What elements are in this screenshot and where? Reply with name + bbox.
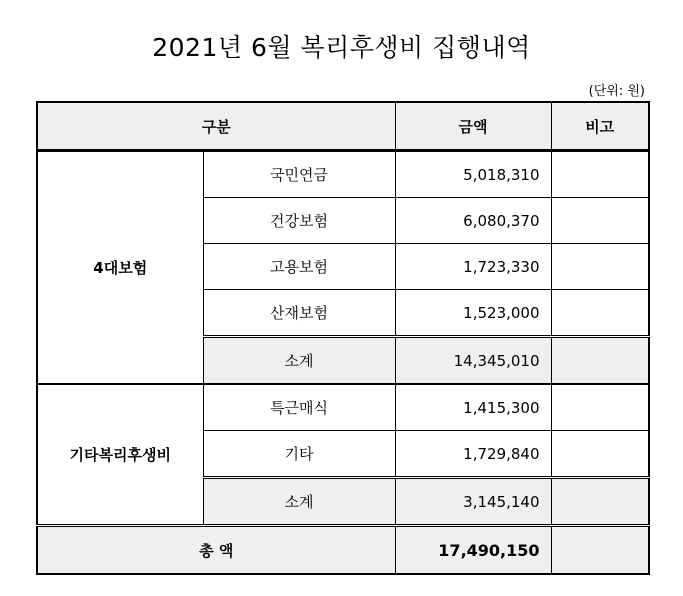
subtotal-amount: 3,145,140 (395, 478, 551, 526)
item-amount: 1,729,840 (395, 431, 551, 478)
subtotal-note (551, 478, 649, 526)
total-row (37, 526, 649, 575)
total-label: 총 액 (37, 526, 395, 575)
item-amount: 5,018,310 (395, 151, 551, 198)
expense-table (36, 101, 650, 575)
group-name-insurance: 4대보험 (37, 151, 203, 385)
header-amount: 금액 (395, 102, 551, 151)
subtotal-amount: 14,345,010 (395, 337, 551, 385)
item-note (551, 431, 649, 478)
page-title: 2021년 6월 복리후생비 집행내역 (152, 33, 531, 62)
item-note (551, 384, 649, 431)
item-label: 고용보험 (203, 244, 395, 290)
item-note (551, 151, 649, 198)
total-amount: 17,490,150 (395, 526, 551, 575)
item-label: 국민연금 (203, 151, 395, 198)
item-label: 특근매식 (203, 384, 395, 431)
subtotal-label: 소계 (203, 337, 395, 385)
total-note (551, 526, 649, 575)
table-row (37, 384, 649, 431)
header-category: 구분 (37, 102, 395, 151)
header-note: 비고 (551, 102, 649, 151)
item-amount: 1,415,300 (395, 384, 551, 431)
item-label: 기타 (203, 431, 395, 478)
subtotal-note (551, 337, 649, 385)
item-amount: 6,080,370 (395, 198, 551, 244)
table-header-row (37, 102, 649, 151)
item-amount: 1,723,330 (395, 244, 551, 290)
unit-label: (단위: 원) (588, 84, 645, 99)
table-row (37, 151, 649, 198)
item-note (551, 244, 649, 290)
item-amount: 1,523,000 (395, 290, 551, 337)
group-name-other-welfare: 기타복리후생비 (37, 384, 203, 526)
item-label: 건강보험 (203, 198, 395, 244)
item-label: 산재보험 (203, 290, 395, 337)
subtotal-label: 소계 (203, 478, 395, 526)
item-note (551, 290, 649, 337)
item-note (551, 198, 649, 244)
